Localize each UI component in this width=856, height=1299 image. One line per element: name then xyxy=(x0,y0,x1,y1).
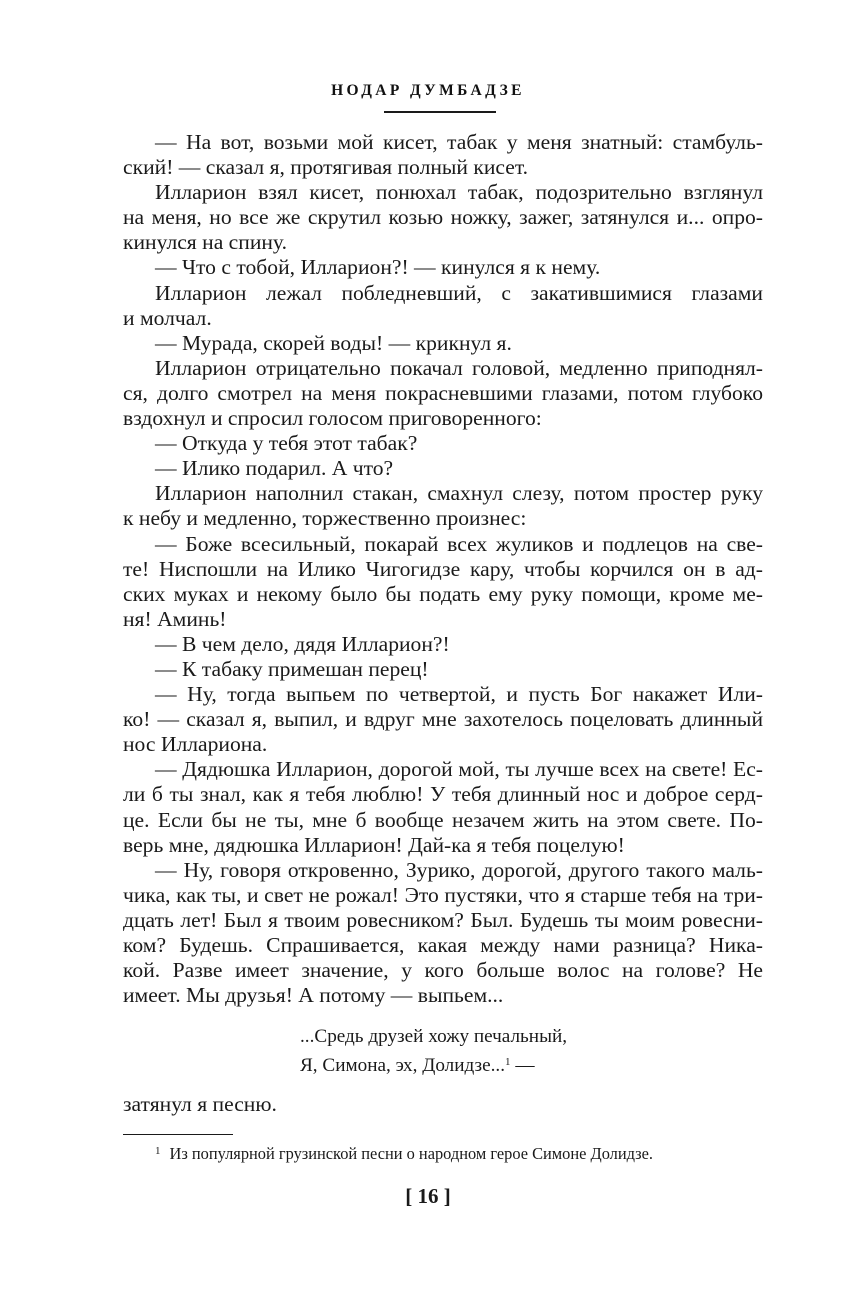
text-line: — На вот, возьми мой кисет, табак у меня знатный: стамбуль- xyxy=(155,130,763,154)
text-line: — Что с тобой, Илларион?! — кинулся я к нему. xyxy=(155,255,601,280)
text-line: ся, долго смотрел на меня покрасневшими глазами, потом глубоко xyxy=(123,380,763,405)
text-line: ня! Аминь! xyxy=(123,606,227,631)
text-line: те! Ниспошли на Илико Чигогидзе кару, чтобы корчился он в ад- xyxy=(123,556,763,581)
text-line: Илларион наполнил стакан, смахнул слезу, потом простер руку xyxy=(155,481,763,506)
text-line: кой. Разве имеет значение, у кого больше волос на голове? Не xyxy=(123,958,763,983)
text-line: — К табаку примешан перец! xyxy=(155,656,429,681)
text-line: — Боже всесильный, покарай всех жуликов и подлецов на све- xyxy=(155,531,763,556)
text-line: — Откуда у тебя этот табак? xyxy=(155,431,418,456)
text-line: дцать лет! Был я твоим ровесником? Был. Будешь ты моим ровесни- xyxy=(123,907,763,932)
text-line: и молчал. xyxy=(123,305,212,330)
poem-line-2 xyxy=(300,1050,567,1079)
text-line: — Ну, говоря откровенно, Зурико, дорогой, другого такого маль- xyxy=(155,857,763,882)
text-line: Илларион отрицательно покачал головой, медленно приподнял- xyxy=(155,355,763,380)
poem-line-2-text: Я, Симона, эх, Долидзе... xyxy=(300,1054,506,1076)
text-line: к небу и медленно, торжественно произнес: xyxy=(123,506,527,531)
text-line: ко! — сказал я, выпил, и вдруг мне захотелось поцеловать длинный xyxy=(123,707,763,732)
body-text xyxy=(123,130,763,1008)
text-line: Илларион взял кисет, понюхал табак, подозрительно взглянул xyxy=(155,180,763,205)
text-line: ский! — сказал я, протягивая полный кисет. xyxy=(123,155,529,180)
text-line: чика, как ты, и свет не рожал! Это пустяки, что я старше тебя на три- xyxy=(123,882,763,907)
text-line: верь мне, дядюшка Илларион! Дай-ка я тебя поцелую! xyxy=(123,832,625,857)
text-line: ских муках и некому было бы подать ему руку помощи, кроме ме- xyxy=(123,581,763,606)
footnote-reference: 1 xyxy=(505,1055,511,1068)
text-line: — Илико подарил. А что? xyxy=(155,456,394,481)
page-number: [ 16 ] xyxy=(405,1184,451,1208)
poem-line-1: ...Средь друзей хожу печальный, xyxy=(300,1026,568,1047)
running-head-rule xyxy=(384,111,496,113)
text-line: — В чем дело, дядя Илларион?! xyxy=(155,631,450,656)
poem-quote xyxy=(300,1024,567,1078)
text-line: ли б ты знал, как я тебя люблю! У тебя длинный нос и доброе серд- xyxy=(123,782,763,807)
text-line: на меня, но все же скрутил козью ножку, зажег, затянулся и... опро- xyxy=(123,205,763,230)
after-poem-text: затянул я песню. xyxy=(123,1092,277,1116)
text-line: Илларион лежал побледневший, с закатившимися глазами xyxy=(155,280,763,305)
text-line: имеет. Мы друзья! А потому — выпьем... xyxy=(123,983,504,1008)
text-line: — Ну, тогда выпьем по четвертой, и пусть Бог накажет Или- xyxy=(155,682,763,707)
text-line: — Дядюшка Илларион, дорогой мой, ты лучше всех на свете! Ес- xyxy=(155,757,763,782)
text-line: нос Иллариона. xyxy=(123,732,268,757)
footnote xyxy=(155,1141,653,1164)
footnote-text: Из популярной грузинской песни о народном герое Симоне Долидзе. xyxy=(169,1144,654,1163)
text-line: це. Если бы не ты, мне б вообще незачем жить на этом свете. По- xyxy=(123,807,763,832)
poem-line-2-tail: — xyxy=(510,1054,535,1076)
text-line: ком? Будешь. Спрашивается, какая между нами разница? Ника- xyxy=(123,933,763,957)
text-line: кинулся на спину. xyxy=(123,230,287,255)
footnote-rule xyxy=(123,1134,233,1135)
text-line: — Мурада, скорей воды! — крикнул я. xyxy=(155,330,512,355)
running-head: НОДАР ДУМБАДЗЕ xyxy=(331,82,525,99)
text-line: вздохнул и спросил голосом приговоренного: xyxy=(123,406,542,431)
footnote-mark: 1 xyxy=(155,1145,161,1157)
